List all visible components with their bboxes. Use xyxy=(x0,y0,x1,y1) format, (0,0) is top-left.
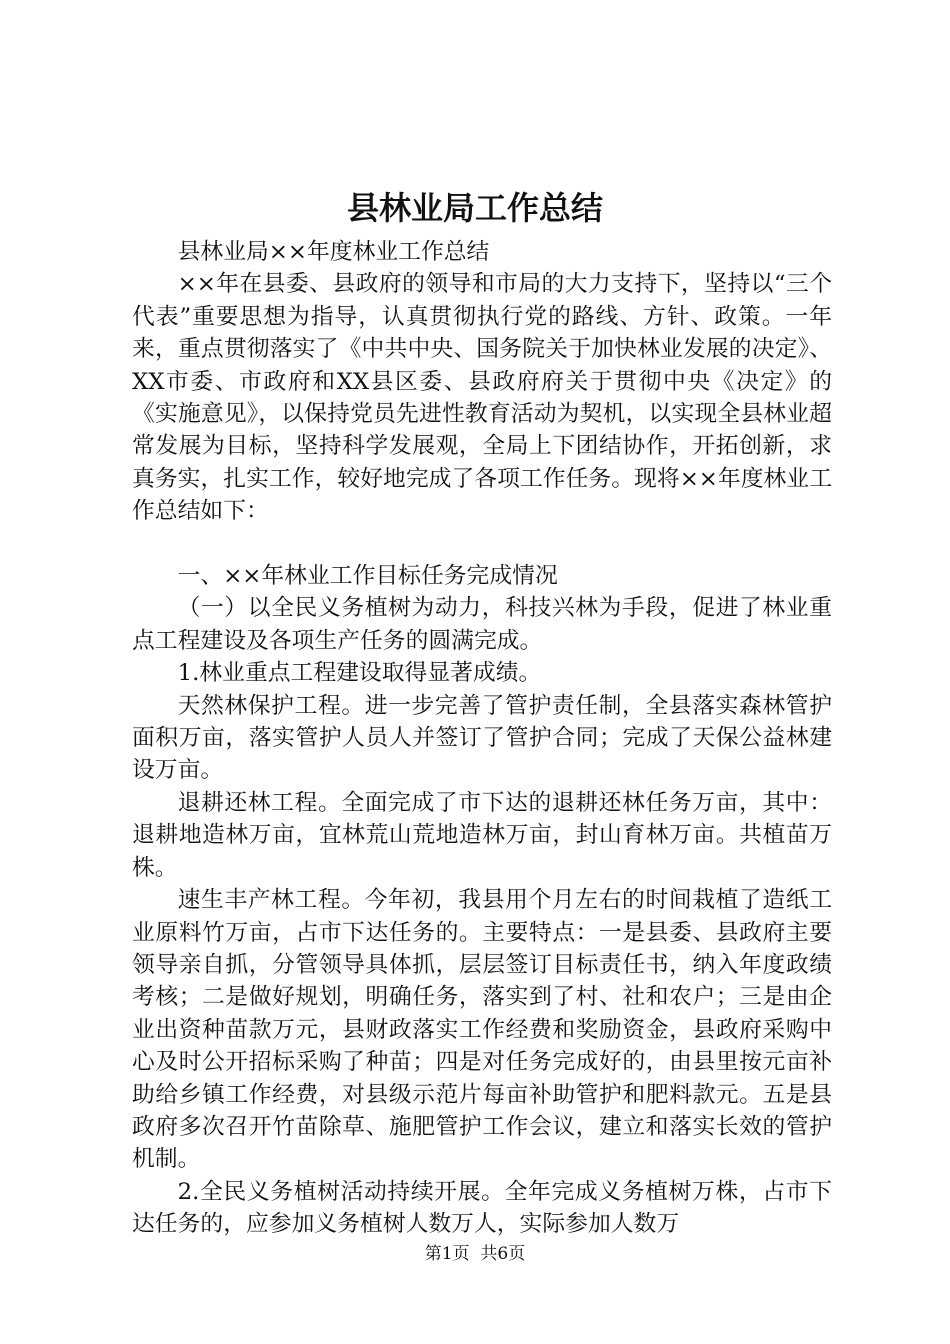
paragraph-subtitle: 县林业局××年度林业工作总结 xyxy=(177,239,490,265)
paragraph-intro: ××年在县委、县政府的领导和市局的大力支持下，坚持以“三个代表”重要思想为指导，认真贯彻执行党的路线、方针、政策。一年来，重点贯彻落实了《中共中央、国务院关于加快林业发展的决定》、XX市委、市政府和XX县区委、县政府府关于贯彻中央《决定》的《实施意见》，以保持党员先进性教育活动为契机，以实现全县林业超常发展为目标，坚持科学发展观，全局上下团结协作，开拓创新，求真务实，扎实工作，较好地完成了各项工作任务。现将××年度林业工作总结如下： xyxy=(132,271,832,525)
paragraph-grain-to-green: 退耕还林工程。全面完成了市下达的退耕还林任务万亩，其中：退耕地造林万亩，宜林荒山荒地造林万亩，封山育林万亩。共植苗万株。 xyxy=(132,789,832,881)
section-heading: 一、××年林业工作目标任务完成情况 xyxy=(177,563,558,590)
paragraph-natural-forest: 天然林保护工程。进一步完善了管护责任制，全县落实森林管护面积万亩，落实管护人员人并签订了管护合同；完成了天保公益林建设万亩。 xyxy=(132,692,832,784)
paragraph-fast-growing-forest: 速生丰产林工程。今年初，我县用个月左右的时间栽植了造纸工业原料竹万亩，占市下达任务的。主要特点：一是县委、县政府主要领导亲自抓，分管领导具体抓，层层签订目标责任书，纳入年度政绩考核；二是做好规划，明确任务，落实到了村、社和农户；三是由企业出资种苗款万元，县财政落实工作经费和奖励资金，县政府采购中心及时公开招标采购了种苗；四是对任务完成好的，由县里按元亩补助给乡镇工作经费，对县级示范片每亩补助管护和肥料款元。五是县政府多次召开竹苗除草、施肥管护工作会议，建立和落实长效的管护机制。 xyxy=(132,887,832,1173)
page-total: 共6页 xyxy=(480,1244,526,1264)
paragraph-voluntary-planting: 2.全民义务植树活动持续开展。全年完成义务植树万株，占市下达任务的，应参加义务植树人数万人，实际参加人数万 xyxy=(132,1178,832,1238)
document-body xyxy=(132,236,832,1241)
document-title: 县林业局工作总结 xyxy=(346,189,603,227)
item-heading: 1.林业重点工程建设取得显著成绩。 xyxy=(177,660,542,687)
subsection-heading: （一）以全民义务植树为动力，科技兴林为手段，促进了林业重点工程建设及各项生产任务的圆满完成。 xyxy=(132,595,832,654)
page-footer xyxy=(0,1242,950,1266)
page-number: 第1页 xyxy=(424,1244,470,1264)
